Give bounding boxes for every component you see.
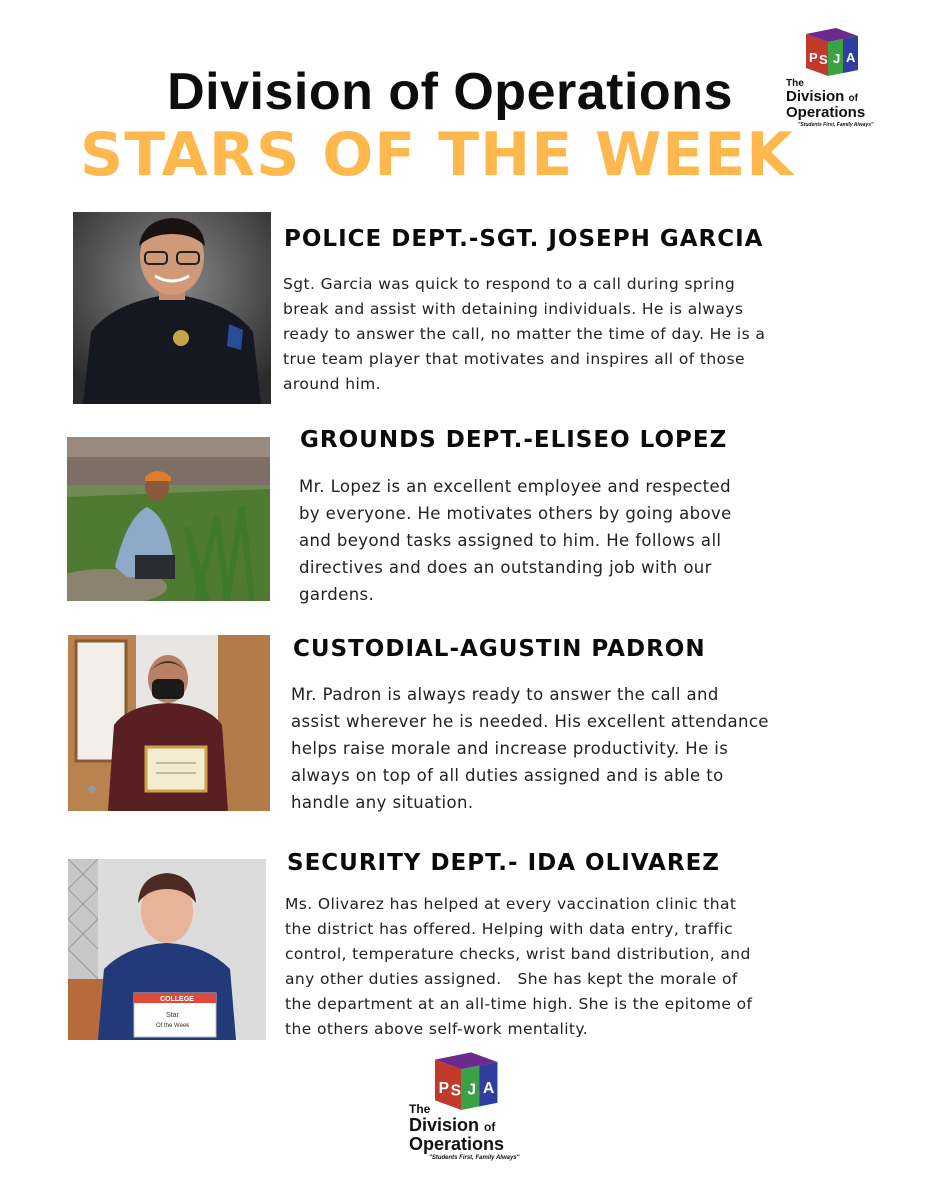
star-description-security: Ms. Olivarez has helped at every vaccination clinic that the district has offered. Helping with data entry, traffic control, temperature checks, wrist band distribution, and any other duties assigned. She has kept the morale of the department at an all-time high. She is the epitome of the others above self-work mentality.	[285, 895, 753, 1038]
svg-text:S: S	[450, 1082, 462, 1100]
star-description-grounds: Mr. Lopez is an excellent employee and respected by everyone. He motivates others by going above and beyond tasks assigned to him. He follows all directives and does an outstanding job with our gardens.	[299, 477, 732, 604]
photo-joseph-garcia	[73, 212, 271, 404]
logo-tagline: "Students First, Family Always"	[798, 122, 874, 128]
logo-line-the: The	[409, 1102, 431, 1116]
psja-cube-icon	[796, 26, 866, 81]
page-subtitle: STARS OF THE WEEK	[80, 120, 794, 190]
division-logo-bottom	[405, 1050, 535, 1170]
logo-line-the: The	[786, 78, 804, 89]
svg-text:J: J	[467, 1081, 477, 1099]
star-description-custodial: Mr. Padron is always ready to answer the call and assist wherever he is needed. His excellent attendance helps raise morale and increase productivity. He is always on top of all duties assigned and is able to handle any situation.	[291, 685, 769, 812]
photo-ida-olivarez	[68, 859, 266, 1040]
logo-line-division: Division of	[786, 88, 858, 105]
star-description-police: Sgt. Garcia was quick to respond to a call during spring break and assist with detaining individuals. He is always ready to answer the call, no matter the time of day. He is a true team player that motivates and inspires all of those around him.	[283, 275, 766, 393]
photo-eliseo-lopez	[67, 437, 270, 601]
svg-text:J: J	[833, 51, 841, 66]
psja-cube-icon	[423, 1050, 507, 1116]
svg-text:P: P	[809, 50, 818, 65]
page-title: Division of Operations	[167, 63, 733, 121]
svg-text:P: P	[438, 1080, 450, 1098]
logo-tagline: "Students First, Family Always"	[429, 1155, 520, 1161]
photo-agustin-padron	[68, 635, 270, 811]
svg-text:COLLEGE: COLLEGE	[160, 996, 194, 1003]
svg-text:A: A	[483, 1080, 495, 1098]
star-heading-security: SECURITY DEPT.- IDA OLIVAREZ	[287, 850, 720, 876]
star-heading-custodial: CUSTODIAL-AGUSTIN PADRON	[293, 636, 706, 662]
svg-text:S: S	[819, 52, 828, 67]
logo-line-operations: Operations	[786, 104, 866, 121]
svg-text:A: A	[846, 50, 856, 65]
svg-text:Star: Star	[166, 1012, 179, 1019]
star-heading-grounds: GROUNDS DEPT.-ELISEO LOPEZ	[300, 427, 728, 453]
division-logo-top	[778, 26, 888, 128]
logo-line-division: Division of	[409, 1115, 496, 1135]
svg-text:Of the Week: Of the Week	[156, 1023, 190, 1029]
logo-line-operations: Operations	[409, 1134, 505, 1154]
star-heading-police: POLICE DEPT.-SGT. JOSEPH GARCIA	[284, 226, 764, 252]
